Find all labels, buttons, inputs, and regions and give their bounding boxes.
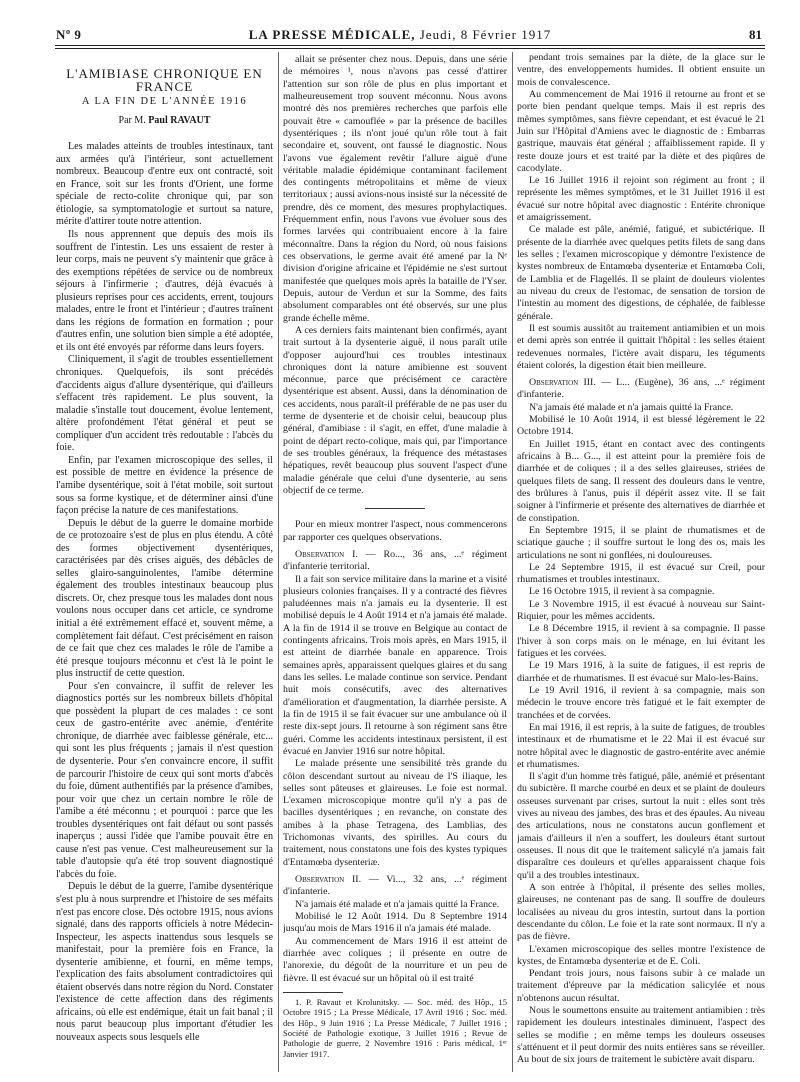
- paragraph: Il est soumis aussitôt au traitement antiamibien et un mois et demi après son entrée il quittait l'hôpital : les selles étaient redevenues normales, l'ictère avait disparu, les téguments étaient colorés, la digestion était bien meilleure.: [517, 322, 765, 371]
- paragraph: Ils nous apprennent que depuis des mois ils souffrent de l'intestin. Les uns essaient de rester à leur corps, mais ne peuvent s'y maintenir que grâce à des exemptions répétées de service ou de nombreux séjours à l'infirmerie ; d'autres, déjà évacués à plusieurs reprises pour ces accidents, errent, toujours malades, entre le front et l'intérieur ; d'autres traînent dans les régions de formation en formation ; pour d'autres enfin, une solution bien simple a été adoptée, et ils ont été envoyés par réforme dans leurs foyers.: [56, 229, 273, 353]
- footnote: 1. P. Ravaut et Krolunitsky. — Soc. méd. des Hôp., 15 Octobre 1915 ; La Presse Médicale, 17 Avril 1916 ; Soc. méd. des Hôp., 9 Juin 1916 ; La Presse Médicale, 7 Juillet 1916 ; Société de Pathologie exotique, 3 Juillet 1916 ; Revue de Pathologie de guerre, 2 Novembre 1916 : Paris médical, 1ᵉʳ Janvier 1917.: [283, 996, 507, 1059]
- paragraph: allait se présenter chez nous. Depuis, dans une série de mémoires ¹, nous n'avons pas cessé d'attirer l'attention sur son rôle de plus en plus important et malheureusement trop souvent méconnu. Nous avons montré dès nos premières recherches que parfois elle pouvait être « camouflée » par la présence de bacilles dysentériques ; ils n'ont joué qu'un rôle tout à fait secondaire et, souvent, ont faussé le diagnostic. Nous l'avons vue également revêtir l'allure aiguë d'une véritable maladie épidémique contaminant facilement des contingents métropolitains et même de vieux territoriaux ; aussi avions-nous insisté sur la nécessité de prendre, dès ce moment, des mesures prophylactiques. Fréquemment enfin, nous l'avons vue évoluer sous des formes larvées qui contribuaient encore à la faire méconnaître. Dans la région du Nord, où nous faisions ces observations, le germe avait été amené par la Nᵉ division d'origine africaine et l'épidémie ne s'est surtout manifestée que quelques mois après la bataille de l'Yser. Depuis, autour de Verdun et sur la Somme, des faits absolument comparables ont été observés, sur une plus grande échelle même.: [283, 54, 507, 324]
- paragraph: En mai 1916, il est repris, à la suite de fatigues, de troubles intestinaux et de rhumatisme et le 22 Mai il est évacué sur notre hôpital avec le diagnostic de gastro-entérite avec anémie et rhumatismes.: [517, 721, 765, 770]
- paragraph: Au commencement de Mars 1916 il est atteint de diarrhée avec coliques ; il présente en outre de l'anorexie, du dégoût de la nourriture et un peu de fièvre. Il est évacué sur un hôpital où il est traité: [283, 935, 507, 984]
- column-1: [56, 54, 273, 1072]
- journal-title-line: [0, 27, 800, 43]
- issue-number: Nº 9: [56, 27, 82, 42]
- paragraph: Le malade présente une sensibilité très grande du côlon descendant surtout au niveau de l'S iliaque, les selles sont pâteuses et glaireuses. Le foie est normal. L'examen microscopique montre qu'il n'y a pas de bacilles dysentériques ; en revanche, on constate des amibes à la phase Tetragena, des Lamblias, des Trichomonas vivants, des spirilles. Au cours du traitement, nous constatons une fois des kystes typiques d'Entamœba dysenteriæ.: [283, 758, 507, 868]
- paragraph: En Juillet 1915, étant en contact avec des contingents africains à B... G..., il est atteint pour la première fois de diarrhée et de coliques ; il a des selles glaireuses, striées de quelques filets de sang. Il ressent des douleurs dans le ventre, des brûlures à l'anus, puis il dépérit assez vite. Il se fait soigner à l'infirmerie et présente des alternatives de diarrhée et de constipation.: [517, 438, 765, 524]
- paragraph: Il a fait son service militaire dans la marine et a visité plusieurs colonies françaises. Il y a contracté des fièvres paludéennes mais n'a jamais eu la dysenterie. Il est mobilisé depuis le 4 Août 1914 et n'a jamais été malade. A la fin de 1914 il se trouve en Belgique au contact de contingents africains. Trois mois après, en Mars 1915, il est atteint de diarrhée banale en apparence. Trois semaines après, apparaissent quelques glaires et du sang dans les selles. Le malade continue son service. Pendant huit mois consécutifs, avec des alternatives d'amélioration et d'augmentation, la diarrhée persiste. A la fin de 1915 il se fait évacuer sur une ambulance où il reste dix-sept jours. Il retourne à son régiment sans être guéri. Comme les accidents intestinaux persistent, il est évacué en Janvier 1916 sur notre hôpital.: [283, 573, 507, 757]
- header-rule-thin: [55, 48, 765, 49]
- running-header: [0, 27, 800, 43]
- paragraph: Le 16 Juillet 1916 il rejoint son régiment au front ; il représente les mêmes symptômes, et le 31 Juillet 1916 il est évacué sur notre hôpital avec diagnostic : Entérite chronique et amaigrissement.: [517, 175, 765, 224]
- paragraph: A son entrée à l'hôpital, il présente des selles molles, glaireuses, ne contenant pas de sang. Il souffre de douleurs localisées au niveau du gros intestin, surtout dans la portion descendante du côlon. Le foie et la rate sont normaux. Il n'y a pas de fièvre.: [517, 881, 765, 943]
- paragraph: L'examen microscopique des selles montre l'existence de kystes, de Entamœba dysenteriæ et de E. Coli.: [517, 943, 765, 967]
- observation-label: Observation I.: [295, 548, 358, 560]
- paragraph: Le 16 Octobre 1915, il revient à sa compagnie.: [529, 586, 715, 598]
- paragraph: Au commencement de Mai 1916 il retourne au front et se porte bien pendant quelque temps. Mais il est repris des mêmes symptômes, sans fièvre cependant, et est évacué le 21 Juin sur l'Hôpital d'Amiens avec le diagnostic de : Embarras gastrique, mauvais état général ; affaiblissement rapide. Il y reste douze jours et est traité par la diète et des piqûres de cacodylate.: [517, 88, 765, 174]
- column-2: [283, 54, 507, 1072]
- author-name: Paul RAVAUT: [148, 114, 211, 126]
- paragraph: Le 3 Novembre 1915, il est évacué à nouveau sur Saint-Riquier, pour les mêmes accidents.: [517, 598, 765, 623]
- paragraph: Pour s'en convaincre, il suffit de relever les diagnostics portés sur les nombreux billets d'hôpital que possèdent la plupart de ces malades : ce sont ceux de gastro-entérite avec anémie, d'entérite chronique, de diarrhée avec faiblesse générale, etc... qui sont les plus fréquents ; jamais il n'est question de dysenterie. Pour s'en convaincre encore, il suffit de parcourir l'histoire de ceux qui sont morts d'abcès du foie, dûment authentifiés par la présence d'amibes, pour voir que chez un certain nombre le rôle de l'amibe a été méconnu ; et pourquoi : parce que les troubles dysentériques ont fait défaut ou sont passés inaperçus ; aussi l'idée que l'amibe pouvait être en cause n'est pas venue. C'est malheureusement sur la table d'autopsie qu'a été trop souvent diagnostiqué l'abcès du foie.: [56, 680, 273, 880]
- paragraph: Ce malade est pâle, anémié, fatigué, et subictérique. Il présente de la diarrhée avec quelques petits filets de sang dans les selles ; l'examen microscopique y démontre l'existence de kystes nombreux de Entamœba dysenteriæ et Entamœba Coli, de Lamblia et de Flagellés. Il se plaint de douleurs violentes au niveau du creux de l'estomac, de sensation de torsion de l'intestin au moment des digestions, de céphalée, de faiblesse générale.: [517, 224, 765, 322]
- paragraph: pendant trois semaines par la diète, de la glace sur le ventre, des enveloppements humides. Il obtient ensuite un mois de convalescence.: [517, 52, 765, 88]
- paragraph: Le 19 Avril 1916, il revient à sa compagnie, mais son médecin le trouve encore très fatigué et le fait exempter de tranchées et de corvées.: [517, 684, 765, 721]
- paragraph: Pour en mieux montrer l'aspect, nous commencerons par rapporter ces quelques observations.: [283, 519, 507, 543]
- observation-subject: — L... (Eugène), 36 ans, ...ᵉ régiment d'infanterie.: [517, 377, 765, 401]
- page-number: 81: [749, 27, 762, 42]
- observation-subject: — Ro..., 36 ans, ...ᵉ régiment d'infanterie territorial.: [283, 548, 507, 573]
- column-3: [517, 52, 765, 1070]
- paragraph: Le 19 Mars 1916, à la suite de fatigues, il est repris de diarrhée et de rhumatismes. Il est évacué sur Malo-les-Bains.: [517, 660, 765, 684]
- observation-heading: [283, 874, 507, 899]
- paragraph: N'a jamais été malade et n'a jamais quitté la France.: [529, 401, 734, 413]
- paragraph: N'a jamais été malade et n'a jamais quitté la France.: [295, 898, 500, 910]
- header-rule: [55, 45, 765, 46]
- article-subtitle: A LA FIN DE L'ANNÉE 1916: [81, 96, 248, 108]
- paragraph: Le 8 Décembre 1915, il revient à sa compagnie. Il passe l'hiver à son corps mais on le ménage, en lui évitant les fatigues et les corvées.: [517, 623, 765, 659]
- paragraph: Nous le soumettons ensuite au traitement antiamibien : très rapidement les douleurs intestinales diminuent, l'aspect des selles se modifie ; en même temps les douleurs osseuses s'atténuent et il peut dormir des nuits entières sans se réveiller. Au bout de six jours de traitement le subictère avait disparu.: [517, 1005, 765, 1066]
- paragraph: Le 24 Septembre 1915, il est évacué sur Creil, pour rhumatismes et troubles intestinaux.: [517, 561, 765, 586]
- observation-label: Observation III.: [529, 377, 596, 389]
- paragraph: En Septembre 1915, il se plaint de rhumatismes et de sciatique gauche ; il souffre surtout le long des os, mais les articulations ne sont ni gonflées, ni douloureuses.: [517, 524, 765, 561]
- observation-label: Observation II.: [295, 874, 362, 885]
- section-separator: [365, 508, 425, 509]
- paragraph: Mobilisé le 12 Août 1914. Du 8 Septembre 1914 jusqu'au mois de Mars 1916 il n'a jamais été malade.: [283, 910, 507, 935]
- paragraph: Il s'agit d'un homme très fatigué, pâle, anémié et présentant du subictère. Il marche courbé en deux et se plaint de douleurs osseuses survenant par crises, surtout la nuit : elles sont très vives au niveau des jambes, des bras et des épaules. Au niveau des articulations, nous ne constatons aucun gonflement et jamais d'ailleurs il n'en a souffert, les douleurs étant surtout osseuses. Il nous dit que le traitement salicylé n'a jamais fait disparaître ces douleurs et qu'elles apparaissent chaque fois qu'il a des troubles intestinaux.: [517, 771, 765, 881]
- paragraph: Enfin, par l'examen microscopique des selles, il est possible de mettre en évidence la présence de l'amibe dysentérique, soit à l'état mobile, soit surtout sous sa forme kystique, et de déterminer ainsi d'une façon précise la nature de ces manifestations.: [56, 454, 273, 517]
- issue-date: Jeudi, 8 Février 1917: [419, 27, 552, 42]
- paragraph: Les malades atteints de troubles intestinaux, tant aux armées qu'à l'intérieur, sont actuellement nombreux. Beaucoup d'entre eux ont contracté, soit en France, soit sur les fronts d'Orient, une forme spéciale de recto-colite chronique qui, par son étiologie, sa symptomatologie et surtout sa nature, mérite d'attirer toute notre attention.: [56, 141, 273, 228]
- column-divider: [278, 52, 279, 1072]
- article-title: L'AMIBIASE CHRONIQUE EN FRANCE: [66, 66, 263, 94]
- paragraph: A ces derniers faits maintenant bien confirmés, ayant trait surtout à la dysenterie aiguë, il nous paraît utile d'opposer aujourd'hui ces troubles intestinaux chroniques dont la nature amibienne est souvent méconnue, parce que précisément ce caractère dysentérique est absent. Aussi, dans la dénomination de ces accidents, nous paraît-il préférable de ne pas user du terme de dysenterie et de choisir celui, beaucoup plus général, d'amibiase : il s'agit, en effet, d'une maladie à point de départ recto-colique, mais qui, par l'importance de ses troubles généraux, la fréquence des métastases hépatiques, revêt beaucoup plus souvent l'aspect d'une maladie générale que celui d'une dysenterie, au sens objectif de ce terme.: [283, 324, 507, 496]
- article-author: [56, 115, 273, 128]
- paragraph: Pendant trois jours, nous faisons subir à ce malade un traitement d'épreuve par la médication salicylée et nous n'obtenons aucun résultat.: [517, 968, 765, 1004]
- paragraph: Depuis le début de la guerre le domaine morbide de ce protozoaire s'est de plus en plus étendu. A côté des formes objectivement dysentériques, caractérisées par dès crises aiguës, des débâcles de selles glairo-sanguinolentes, l'amibe détermine également des troubles intestinaux beaucoup plus discrets. Or, chez presque tous les malades dont nous voulons nous occuper dans cet article, ce syndrome initial a été extrêmement effacé et, souvent même, a complètement fait défaut. C'est précisément en raison de ce fait que chez ces malades le rôle de l'amibe a été presque toujours méconnu et c'est là le point le plus instructif de cette question.: [56, 517, 273, 680]
- footnote-rule: [283, 992, 343, 993]
- observation-subject: — Vi..., 32 ans, ...ᵉ régiment d'infanterie.: [283, 874, 507, 898]
- journal-name: LA PRESSE MÉDICALE,: [248, 27, 416, 42]
- observation-heading: [517, 377, 765, 402]
- paragraph: Mobilisé le 10 Août 1914, il est blessé légèrement le 22 Octobre 1914.: [517, 414, 765, 438]
- paragraph: Cliniquement, il s'agit de troubles essentiellement chroniques. Quelquefois, ils sont précédés d'accidents aigus d'allure dysentérique, qui d'ailleurs s'effacent très rapidement. Le plus souvent, la maladie s'installe tout doucement, évolue lentement, altère profondément l'état général et peut se compliquer d'un accident très redoutable : l'abcès du foie.: [56, 354, 273, 454]
- paragraph: Depuis le début de la guerre, l'amibe dysentérique s'est plu à nous surprendre et l'histoire de ses méfaits n'est pas encore close. Dès octobre 1915, nous avions signalé, dans des rapports officiels à notre Médecin-Inspecteur, les aspects inattendus sous lesquels se manifestait, pour la première fois en France, la dysenterie amibienne, et fourni, en même temps, l'explication des faits absolument contradictoires qui étaient observés dans notre région du Nord. Constater l'existence de cette affection dans des régiments africains, où elle est endémique, était un fait banal ; il nous parut beaucoup plus important d'étudier les nouveaux aspects sous lesquels elle: [56, 881, 273, 1044]
- observation-heading: [283, 549, 507, 574]
- author-prefix: Par M.: [118, 114, 146, 126]
- column-divider: [512, 52, 513, 1072]
